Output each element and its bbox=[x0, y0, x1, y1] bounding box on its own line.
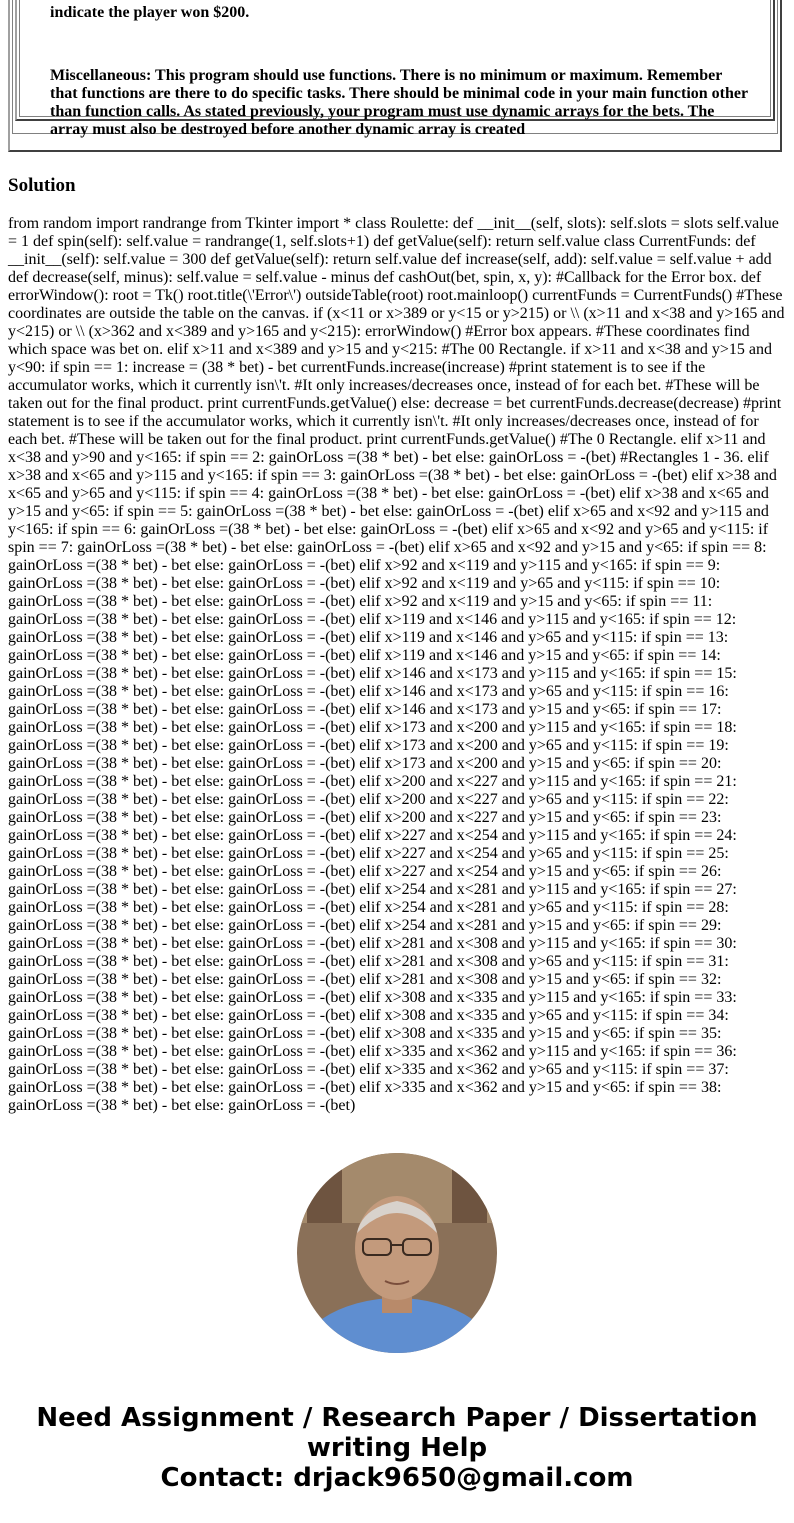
author-photo-icon bbox=[297, 1153, 497, 1353]
question-inner-table bbox=[15, 0, 775, 138]
promo-line-contact: Contact: drjack9650@gmail.com bbox=[160, 1463, 634, 1493]
solution-heading: Solution bbox=[8, 175, 76, 196]
question-truncated-line: indicate the player won $200. bbox=[50, 4, 250, 21]
promo-banner bbox=[0, 1403, 794, 1493]
author-avatar bbox=[297, 1153, 497, 1353]
question-outer-table bbox=[8, 0, 782, 152]
question-inner-cell bbox=[19, 0, 771, 138]
solution-code-text: from random import randrange from Tkinter import * class Roulette: def __init__(self, slots): self.slots = slots self.value = 1 def spin(self): self.value = randrange(1, self.slots+1) def getValue(self): return self.value class CurrentFunds: def __init__(self): self.value = 300 def getValue(self): return self.value def increase(self, add): self.value = self.value + add def decrease(self, minus): self.value = self.value - minus def cashOut(bet, spin, x, y): #Callback for the Error box. def errorWindow(): root = Tk() root.title(\'Error\') outsideTable(root) root.mainloop() currentFunds = CurrentFunds() #These coordinates are outside the table on the canvas. if (x<11 or x>389 or y<15 or y>215) or \\ (x>11 and x<38 and y>165 and y<215) or \\ (x>362 and x<389 and y>165 and y<215): errorWindow() #Error box appears. #These coordinates find which space was bet on. elif x>11 and x<389 and y>15 and y<215: #The 00 Rectangle. if x>11 and x<38 and y>15 and y<90: if spin == 1: increase = (38 * bet) - bet currentFunds.increase(increase) #print statement is to see if the accumulator works, which it currently isn\'t. #It only increases/decreases once, instead of for each bet. #These will be taken out for the final product. print currentFunds.getValue() else: decrease = bet currentFunds.decrease(decrease) #print statement is to see if the accumulator works, which it currently isn\'t. #It only increases/decreases once, instead of for each bet. #These will be taken out for the final product. print currentFunds.getValue() #The 0 Rectangle. elif x>11 and x<38 and y>90 and y<165: if spin == 2: gainOrLoss =(38 * bet) - bet else: gainOrLoss = -(bet) #Rectangles 1 - 36. elif x>38 and x<65 and y>115 and y<165: if spin == 3: gainOrLoss =(38 * bet) - bet else: gainOrLoss = -(bet) elif x>38 and x<65 and y>65 and y<115: if spin == 4: gainOrLoss =(38 * bet) - bet else: gainOrLoss = -(bet) elif x>38 and x<65 and y>15 and y<65: if spin == 5: gainOrLoss =(38 * bet) - bet else: gainOrLoss = -(bet) elif x>65 and x<92 and y>115 and y<165: if spin == 6: gainOrLoss =(38 * bet) - bet else: gainOrLoss = -(bet) elif x>65 and x<92 and y>65 and y<115: if spin == 7: gainOrLoss =(38 * bet) - bet else: gainOrLoss = -(bet) elif x>65 and x<92 and y>15 and y<65: if spin == 8: gainOrLoss =(38 * bet) - bet else: gainOrLoss = -(bet) elif x>92 and x<119 and y>115 and y<165: if spin == 9: gainOrLoss =(38 * bet) - bet else: gainOrLoss = -(bet) elif x>92 and x<119 and y>65 and y<115: if spin == 10: gainOrLoss =(38 * bet) - bet else: gainOrLoss = -(bet) elif x>92 and x<119 and y>15 and y<65: if spin == 11: gainOrLoss =(38 * bet) - bet else: gainOrLoss = -(bet) elif x>119 and x<146 and y>115 and y<165: if spin == 12: gainOrLoss =(38 * bet) - bet else: gainOrLoss = -(bet) elif x>119 and x<146 and y>65 and y<115: if spin == 13: gainOrLoss =(38 * bet) - bet else: gainOrLoss = -(bet) elif x>119 and x<146 and y>15 and y<65: if spin == 14: gainOrLoss =(38 * bet) - bet else: gainOrLoss = -(bet) elif x>146 and x<173 and y>115 and y<165: if spin == 15: gainOrLoss =(38 * bet) - bet else: gainOrLoss = -(bet) elif x>146 and x<173 and y>65 and y<115: if spin == 16: gainOrLoss =(38 * bet) - bet else: gainOrLoss = -(bet) elif x>146 and x<173 and y>15 and y<65: if spin == 17: gainOrLoss =(38 * bet) - bet else: gainOrLoss = -(bet) elif x>173 and x<200 and y>115 and y<165: if spin == 18: gainOrLoss =(38 * bet) - bet else: gainOrLoss = -(bet) elif x>173 and x<200 and y>65 and y<115: if spin == 19: gainOrLoss =(38 * bet) - bet else: gainOrLoss = -(bet) elif x>173 and x<200 and y>15 and y<65: if spin == 20: gainOrLoss =(38 * bet) - bet else: gainOrLoss = -(bet) elif x>200 and x<227 and y>115 and y<165: if spin == 21: gainOrLoss =(38 * bet) - bet else: gainOrLoss = -(bet) elif x>200 and x<227 and y>65 and y<115: if spin == 22: gainOrLoss =(38 * bet) - bet else: gainOrLoss = -(bet) elif x>200 and x<227 and y>15 and y<65: if spin == 23: gainOrLoss =(38 * bet) - bet else: gainOrLoss = -(bet) elif x>227 and x<254 and y>115 and y<165: if spin == 24: gainOrLoss =(38 * bet) - bet else: gainOrLoss = -(bet) elif x>227 and x<254 and y>65 and y<115: if spin == 25: gainOrLoss =(38 * bet) - bet else: gainOrLoss = -(bet) elif x>227 and x<254 and y>15 and y<65: if spin == 26: gainOrLoss =(38 * bet) - bet else: gainOrLoss = -(bet) elif x>254 and x<281 and y>115 and y<165: if spin == 27: gainOrLoss =(38 * bet) - bet else: gainOrLoss = -(bet) elif x>254 and x<281 and y>65 and y<115: if spin == 28: gainOrLoss =(38 * bet) - bet else: gainOrLoss = -(bet) elif x>254 and x<281 and y>15 and y<65: if spin == 29: gainOrLoss =(38 * bet) - bet else: gainOrLoss = -(bet) elif x>281 and x<308 and y>115 and y<165: if spin == 30: gainOrLoss =(38 * bet) - bet else: gainOrLoss = -(bet) elif x>281 and x<308 and y>65 and y<115: if spin == 31: gainOrLoss =(38 * bet) - bet else: gainOrLoss = -(bet) elif x>281 and x<308 and y>15 and y<65: if spin == 32: gainOrLoss =(38 * bet) - bet else: gainOrLoss = -(bet) elif x>308 and x<335 and y>115 and y<165: if spin == 33: gainOrLoss =(38 * bet) - bet else: gainOrLoss = -(bet) elif x>308 and x<335 and y>65 and y<115: if spin == 34: gainOrLoss =(38 * bet) - bet else: gainOrLoss = -(bet) elif x>308 and x<335 and y>15 and y<65: if spin == 35: gainOrLoss =(38 * bet) - bet else: gainOrLoss = -(bet) elif x>335 and x<362 and y>115 and y<165: if spin == 36: gainOrLoss =(38 * bet) - bet else: gainOrLoss = -(bet) elif x>335 and x<362 and y>65 and y<115: if spin == 37: gainOrLoss =(38 * bet) - bet else: gainOrLoss = -(bet) elif x>335 and x<362 and y>15 and y<65: if spin == 38: gainOrLoss =(38 * bet) - bet else: gainOrLoss = -(bet) bbox=[8, 215, 785, 1114]
promo-line-help: Need Assignment / Research Paper / Dissertation writing Help bbox=[36, 1403, 758, 1463]
question-outer-cell bbox=[12, 0, 778, 138]
question-miscellaneous-text: Miscellaneous: This program should use functions. There is no minimum or maximum. Remember that functions are there to do specific tasks. There should be minimal code in your main function other than function calls. As stated previously, your program must use dynamic arrays for the bets. The array must also be destroyed before another dynamic array is created bbox=[50, 67, 748, 138]
